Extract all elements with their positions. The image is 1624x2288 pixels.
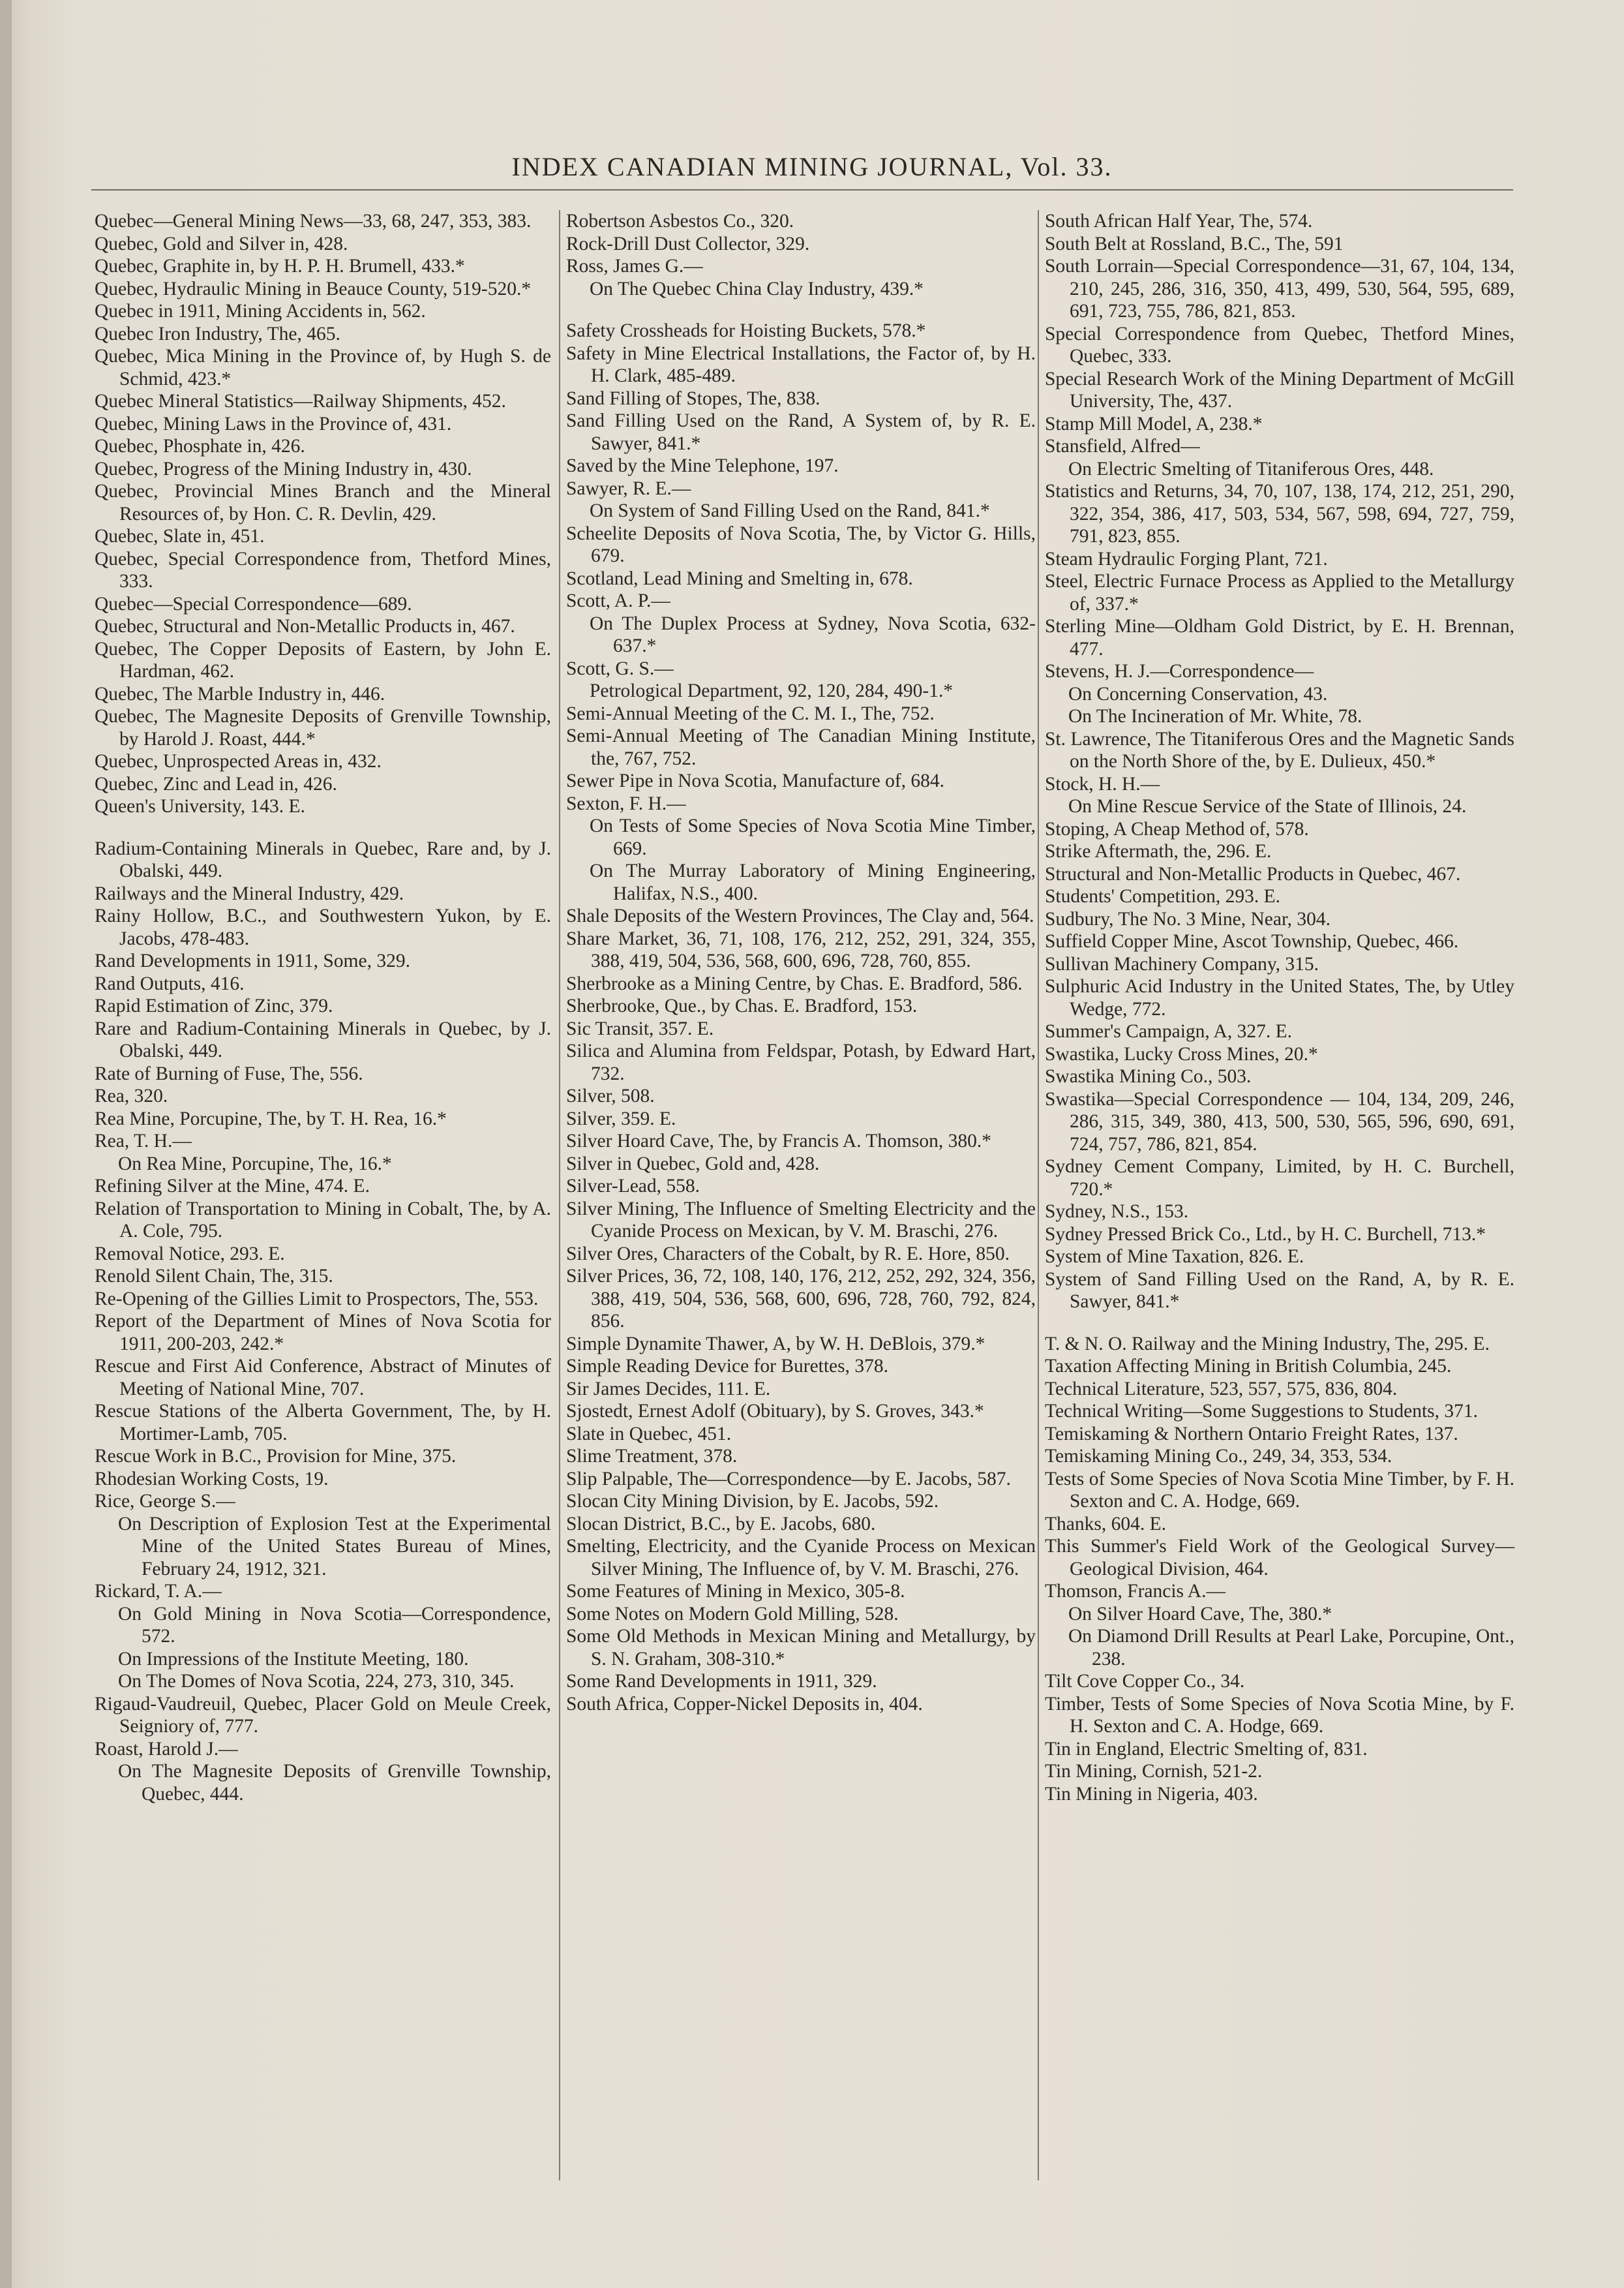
index-entry: South Belt at Rossland, B.C., The, 591 xyxy=(1045,233,1344,254)
index-entry: Some Old Methods in Mexican Mining and Metallurgy, by S. N. Graham, 308-310.* xyxy=(566,1626,1036,1670)
index-entry: Quebec, Special Correspondence from, Thetford Mines, 333. xyxy=(95,548,551,592)
index-entry: Report of the Department of Mines of Nova Scotia for 1911, 200-203, 242.* xyxy=(95,1311,551,1354)
index-column-1 xyxy=(95,210,551,1805)
index-subentry: On The Quebec China Clay Industry, 439.* xyxy=(590,278,924,299)
index-entry: Summer's Campaign, A, 327. E. xyxy=(1045,1021,1292,1042)
index-entry: Rapid Estimation of Zinc, 379. xyxy=(95,996,333,1016)
index-entry: Rock-Drill Dust Collector, 329. xyxy=(566,233,810,254)
index-entry: Quebec, Mining Laws in the Province of, 431. xyxy=(95,413,452,435)
index-entry: South Africa, Copper-Nickel Deposits in, 404. xyxy=(566,1693,923,1715)
index-entry: Rea, T. H.— xyxy=(95,1131,192,1152)
index-entry: Scheelite Deposits of Nova Scotia, The, by Victor G. Hills, 679. xyxy=(566,523,1036,566)
index-entry: Thomson, Francis A.— xyxy=(1045,1581,1226,1602)
index-subentry: On Concerning Conservation, 43. xyxy=(1068,683,1328,705)
index-entry: Rickard, T. A.— xyxy=(95,1581,222,1602)
index-entry: Statistics and Returns, 34, 70, 107, 138, 174, 212, 251, 290, 322, 354, 386, 417, 503, 534, 567, 598, 694, 727, 759, 791, 823, 855. xyxy=(1045,481,1514,547)
index-entry: Sic Transit, 357. E. xyxy=(566,1018,714,1039)
index-entry: Stamp Mill Model, A, 238.* xyxy=(1045,413,1263,435)
index-entry: Steam Hydraulic Forging Plant, 721. xyxy=(1045,548,1328,570)
index-entry: Sudbury, The No. 3 Mine, Near, 304. xyxy=(1045,908,1331,930)
index-entry: Shale Deposits of the Western Provinces, The Clay and, 564. xyxy=(566,906,1034,926)
index-entry: Re-Opening of the Gillies Limit to Prospectors, The, 553. xyxy=(95,1288,539,1309)
index-subentry: On Mine Rescue Service of the State of Illinois, 24. xyxy=(1068,796,1467,817)
index-entry: Safety Crossheads for Hoisting Buckets, 578.* xyxy=(566,320,926,341)
index-entry: Robertson Asbestos Co., 320. xyxy=(566,211,794,232)
index-entry: Quebec, Zinc and Lead in, 426. xyxy=(95,773,337,795)
index-entry: Special Correspondence from Quebec, Thetford Mines, Quebec, 333. xyxy=(1045,323,1514,367)
index-entry: Steel, Electric Furnace Process as Applied to the Metallurgy of, 337.* xyxy=(1045,571,1514,615)
index-entry: Technical Literature, 523, 557, 575, 836, 804. xyxy=(1045,1378,1398,1399)
index-entry: Quebec, Unprospected Areas in, 432. xyxy=(95,751,382,772)
index-entry: Sherbrooke, Que., by Chas. E. Bradford, 153. xyxy=(566,996,918,1016)
index-subentry: On The Murray Laboratory of Mining Engineering, Halifax, N.S., 400. xyxy=(590,861,1036,904)
index-subentry: On Impressions of the Institute Meeting, 180. xyxy=(118,1648,469,1670)
index-entry: Simple Reading Device for Burettes, 378. xyxy=(566,1356,889,1377)
index-entry: Stock, H. H.— xyxy=(1045,773,1160,795)
index-entry: St. Lawrence, The Titaniferous Ores and the Magnetic Sands on the North Shore of the, by E. Dulieux, 450.* xyxy=(1045,728,1514,772)
index-entry: Some Features of Mining in Mexico, 305-8. xyxy=(566,1581,905,1602)
index-entry: Temiskaming Mining Co., 249, 34, 353, 534. xyxy=(1045,1446,1392,1467)
index-entry: Quebec, The Copper Deposits of Eastern, by John E. Hardman, 462. xyxy=(95,638,551,682)
index-entry: Silver, 359. E. xyxy=(566,1108,676,1129)
index-entry: Swastika—Special Correspondence — 104, 134, 209, 246, 286, 315, 349, 380, 413, 500, 530, 565, 596, 690, 691, 724, 757, 786, 821, 854. xyxy=(1045,1088,1514,1155)
index-entry: Silver-Lead, 558. xyxy=(566,1176,700,1197)
index-subentry: On Description of Explosion Test at the Experimental Mine of the United States Bureau of Mines, February 24, 1912, 321. xyxy=(118,1513,551,1579)
index-subentry: On The Magnesite Deposits of Grenville Township, Quebec, 444. xyxy=(118,1761,551,1805)
index-entry: Rainy Hollow, B.C., and Southwestern Yukon, by E. Jacobs, 478-483. xyxy=(95,906,551,949)
index-entry: Scott, A. P.— xyxy=(566,590,670,611)
index-entry: Quebec—Special Correspondence—689. xyxy=(95,593,412,615)
index-entry: Silver Hoard Cave, The, by Francis A. Thomson, 380.* xyxy=(566,1131,991,1152)
index-entry: Tin Mining, Cornish, 521-2. xyxy=(1045,1761,1263,1782)
index-entry: Rigaud-Vaudreuil, Quebec, Placer Gold on Meule Creek, Seigniory of, 777. xyxy=(95,1693,551,1737)
index-entry: Railways and the Mineral Industry, 429. xyxy=(95,883,404,904)
index-entry: Quebec, Phosphate in, 426. xyxy=(95,436,305,457)
index-subentry: On Rea Mine, Porcupine, The, 16.* xyxy=(118,1153,392,1174)
index-entry: Rea, 320. xyxy=(95,1086,168,1106)
index-entry: Sand Filling of Stopes, The, 838. xyxy=(566,388,820,409)
index-entry: Stoping, A Cheap Method of, 578. xyxy=(1045,818,1309,840)
index-column-3 xyxy=(1045,210,1514,1805)
index-entry: Silver Prices, 36, 72, 108, 140, 176, 212, 252, 292, 324, 356, 388, 419, 504, 536, 568, 600, 696, 728, 760, 792, 824, 856. xyxy=(566,1266,1036,1332)
index-subentry: On Silver Hoard Cave, The, 380.* xyxy=(1068,1603,1332,1624)
index-entry: Tin Mining in Nigeria, 403. xyxy=(1045,1783,1258,1805)
index-entry: Stansfield, Alfred— xyxy=(1045,436,1200,457)
index-subentry: On Diamond Drill Results at Pearl Lake, Porcupine, Ont., 238. xyxy=(1068,1626,1514,1670)
index-entry: Sydney Cement Company, Limited, by H. C. Burchell, 720.* xyxy=(1045,1156,1514,1200)
index-entry: Taxation Affecting Mining in British Columbia, 245. xyxy=(1045,1356,1452,1377)
index-entry: Swastika Mining Co., 503. xyxy=(1045,1066,1252,1087)
index-subentry: On Tests of Some Species of Nova Scotia Mine Timber, 669. xyxy=(590,816,1036,859)
index-entry: Radium-Containing Minerals in Quebec, Rare and, by J. Obalski, 449. xyxy=(95,838,551,881)
index-entry: This Summer's Field Work of the Geological Survey—Geological Division, 464. xyxy=(1045,1536,1514,1579)
index-entry: Ross, James G.— xyxy=(566,256,703,277)
page-binding-edge xyxy=(0,0,12,2288)
index-entry: Some Rand Developments in 1911, 329. xyxy=(566,1671,877,1692)
index-entry: Quebec, Progress of the Mining Industry in, 430. xyxy=(95,458,472,480)
index-entry: Slip Palpable, The—Correspondence—by E. Jacobs, 587. xyxy=(566,1468,1011,1489)
index-entry: Quebec Mineral Statistics—Railway Shipments, 452. xyxy=(95,391,506,412)
index-entry: T. & N. O. Railway and the Mining Industry, The, 295. E. xyxy=(1045,1333,1490,1354)
index-entry: Tin in England, Electric Smelting of, 831. xyxy=(1045,1738,1368,1760)
section-gap xyxy=(1045,1313,1514,1333)
index-entry: Slime Treatment, 378. xyxy=(566,1446,738,1467)
header-rule xyxy=(91,189,1513,191)
index-entry: Quebec in 1911, Mining Accidents in, 562. xyxy=(95,301,426,322)
index-entry: Slocan District, B.C., by E. Jacobs, 680. xyxy=(566,1513,876,1534)
index-entry: Suffield Copper Mine, Ascot Township, Quebec, 466. xyxy=(1045,931,1459,952)
index-subentry: On The Incineration of Mr. White, 78. xyxy=(1068,706,1362,727)
index-entry: Rescue Stations of the Alberta Government, The, by H. Mortimer-Lamb, 705. xyxy=(95,1401,551,1444)
index-entry: South African Half Year, The, 574. xyxy=(1045,211,1313,232)
index-entry: Quebec, Mica Mining in the Province of, by Hugh S. de Schmid, 423.* xyxy=(95,346,551,389)
index-entry: Sherbrooke as a Mining Centre, by Chas. E. Bradford, 586. xyxy=(566,973,1023,994)
index-entry: Sydney Pressed Brick Co., Ltd., by H. C. Burchell, 713.* xyxy=(1045,1223,1486,1245)
index-entry: Sewer Pipe in Nova Scotia, Manufacture of, 684. xyxy=(566,770,945,791)
index-entry: Technical Writing—Some Suggestions to Students, 371. xyxy=(1045,1401,1479,1422)
index-entry: Special Research Work of the Mining Department of McGill University, The, 437. xyxy=(1045,368,1514,412)
index-entry: Rescue and First Aid Conference, Abstract of Minutes of Meeting of National Mine, 707. xyxy=(95,1356,551,1399)
index-entry: Quebec, Hydraulic Mining in Beauce County, 519-520.* xyxy=(95,278,532,299)
index-entry: Rice, George S.— xyxy=(95,1491,235,1512)
index-entry: Silver, 508. xyxy=(566,1086,655,1106)
index-subentry: On Gold Mining in Nova Scotia—Correspondence, 572. xyxy=(118,1603,551,1647)
index-entry: Thanks, 604. E. xyxy=(1045,1513,1166,1534)
column-divider xyxy=(1038,210,1039,2180)
index-entry: Quebec—General Mining News—33, 68, 247, 353, 383. xyxy=(95,211,532,232)
index-entry: Strike Aftermath, the, 296. E. xyxy=(1045,841,1272,862)
index-entry: Relation of Transportation to Mining in Cobalt, The, by A. A. Cole, 795. xyxy=(95,1198,551,1242)
index-entry: System of Sand Filling Used on the Rand, A, by R. E. Sawyer, 841.* xyxy=(1045,1268,1514,1312)
index-entry: Quebec, The Marble Industry in, 446. xyxy=(95,683,385,705)
index-entry: Slate in Quebec, 451. xyxy=(566,1423,732,1444)
index-subentry: On The Domes of Nova Scotia, 224, 273, 310, 345. xyxy=(118,1671,515,1692)
index-entry: Rhodesian Working Costs, 19. xyxy=(95,1468,329,1489)
index-entry: Swastika, Lucky Cross Mines, 20.* xyxy=(1045,1043,1318,1065)
index-subentry: On System of Sand Filling Used on the Rand, 841.* xyxy=(590,500,990,521)
index-entry: Timber, Tests of Some Species of Nova Scotia Mine, by F. H. Sexton and C. A. Hodge, 669. xyxy=(1045,1693,1514,1737)
index-entry: Sand Filling Used on the Rand, A System of, by R. E. Sawyer, 841.* xyxy=(566,410,1036,454)
index-entry: Silver in Quebec, Gold and, 428. xyxy=(566,1153,820,1174)
index-entry: Silver Ores, Characters of the Cobalt, by R. E. Hore, 850. xyxy=(566,1243,1010,1264)
index-entry: Rand Developments in 1911, Some, 329. xyxy=(95,951,410,971)
index-entry: Rescue Work in B.C., Provision for Mine, 375. xyxy=(95,1446,457,1467)
index-entry: Sydney, N.S., 153. xyxy=(1045,1201,1189,1222)
index-entry: Renold Silent Chain, The, 315. xyxy=(95,1266,333,1287)
index-entry: Sterling Mine—Oldham Gold District, by E. H. Brennan, 477. xyxy=(1045,616,1514,660)
index-entry: Temiskaming & Northern Ontario Freight Rates, 137. xyxy=(1045,1423,1458,1444)
index-entry: Smelting, Electricity, and the Cyanide Process on Mexican Silver Mining, The Influence of, by V. M. Braschi, 276. xyxy=(566,1536,1036,1579)
index-entry: Roast, Harold J.— xyxy=(95,1738,238,1760)
index-entry: Stevens, H. J.—Correspondence— xyxy=(1045,661,1314,682)
section-gap xyxy=(95,818,551,838)
index-entry: Silver Mining, The Influence of Smelting Electricity and the Cyanide Process on Mexican, by V. M. Braschi, 276. xyxy=(566,1198,1036,1242)
index-entry: Students' Competition, 293. E. xyxy=(1045,886,1280,907)
index-entry: Quebec, Provincial Mines Branch and the Mineral Resources of, by Hon. C. R. Devlin, 429. xyxy=(95,481,551,525)
index-entry: Rate of Burning of Fuse, The, 556. xyxy=(95,1063,363,1084)
index-entry: Scotland, Lead Mining and Smelting in, 678. xyxy=(566,568,913,589)
index-entry: Quebec, The Magnesite Deposits of Grenville Township, by Harold J. Roast, 444.* xyxy=(95,706,551,750)
index-entry: Sulphuric Acid Industry in the United States, The, by Utley Wedge, 772. xyxy=(1045,976,1514,1020)
index-entry: Tests of Some Species of Nova Scotia Mine Timber, by F. H. Sexton and C. A. Hodge, 669. xyxy=(1045,1468,1514,1512)
index-entry: Structural and Non-Metallic Products in Quebec, 467. xyxy=(1045,863,1461,885)
index-entry: Sir James Decides, 111. E. xyxy=(566,1378,771,1399)
index-entry: Rare and Radium-Containing Minerals in Quebec, by J. Obalski, 449. xyxy=(95,1018,551,1061)
index-entry: Silica and Alumina from Feldspar, Potash, by Edward Hart, 732. xyxy=(566,1041,1036,1084)
index-entry: Sullivan Machinery Company, 315. xyxy=(1045,953,1319,975)
index-entry: Slocan City Mining Division, by E. Jacobs, 592. xyxy=(566,1491,939,1512)
page-header-title: INDEX CANADIAN MINING JOURNAL, Vol. 33. xyxy=(511,152,1113,181)
index-entry: Sawyer, R. E.— xyxy=(566,478,691,499)
index-entry: Sexton, F. H.— xyxy=(566,793,686,814)
index-entry: Safety in Mine Electrical Installations, the Factor of, by H. H. Clark, 485-489. xyxy=(566,343,1036,386)
index-entry: Quebec, Graphite in, by H. P. H. Brumell, 433.* xyxy=(95,256,465,277)
index-entry: Quebec, Structural and Non-Metallic Products in, 467. xyxy=(95,616,515,637)
index-subentry: Petrological Department, 92, 120, 284, 490-1.* xyxy=(590,680,954,701)
column-divider xyxy=(559,210,560,2180)
index-subentry: On The Duplex Process at Sydney, Nova Scotia, 632-637.* xyxy=(590,613,1036,656)
section-gap xyxy=(566,300,1036,320)
index-entry: Simple Dynamite Thawer, A, by W. H. DeBlois, 379.* xyxy=(566,1333,985,1354)
index-entry: Quebec Iron Industry, The, 465. xyxy=(95,323,340,344)
index-entry: Quebec, Slate in, 451. xyxy=(95,526,265,547)
index-entry: Share Market, 36, 71, 108, 176, 212, 252, 291, 324, 355, 388, 419, 504, 536, 568, 600, 696, 728, 760, 855. xyxy=(566,928,1036,971)
index-entry: Semi-Annual Meeting of the C. M. I., The, 752. xyxy=(566,703,935,724)
index-entry: Sjostedt, Ernest Adolf (Obituary), by S. Groves, 343.* xyxy=(566,1401,984,1422)
index-entry: Rea Mine, Porcupine, The, by T. H. Rea, 16.* xyxy=(95,1108,447,1129)
index-entry: Some Notes on Modern Gold Milling, 528. xyxy=(566,1603,899,1624)
index-entry: Scott, G. S.— xyxy=(566,658,674,679)
index-entry: Queen's University, 143. E. xyxy=(95,796,305,817)
index-column-2 xyxy=(566,210,1036,1715)
index-entry: Quebec, Gold and Silver in, 428. xyxy=(95,233,348,254)
index-entry: Semi-Annual Meeting of The Canadian Mining Institute, the, 767, 752. xyxy=(566,725,1036,769)
index-entry: Rand Outputs, 416. xyxy=(95,973,245,994)
index-entry: Tilt Cove Copper Co., 34. xyxy=(1045,1671,1245,1692)
index-subentry: On Electric Smelting of Titaniferous Ores, 448. xyxy=(1068,458,1434,480)
index-entry: Refining Silver at the Mine, 474. E. xyxy=(95,1176,370,1197)
index-entry: Saved by the Mine Telephone, 197. xyxy=(566,455,839,476)
index-entry: Removal Notice, 293. E. xyxy=(95,1243,285,1264)
index-entry: South Lorrain—Special Correspondence—31, 67, 104, 134, 210, 245, 286, 316, 350, 413, 499, 530, 564, 595, 689, 691, 723, 755, 786, 821, 853. xyxy=(1045,256,1514,322)
index-entry: System of Mine Taxation, 826. E. xyxy=(1045,1246,1304,1267)
